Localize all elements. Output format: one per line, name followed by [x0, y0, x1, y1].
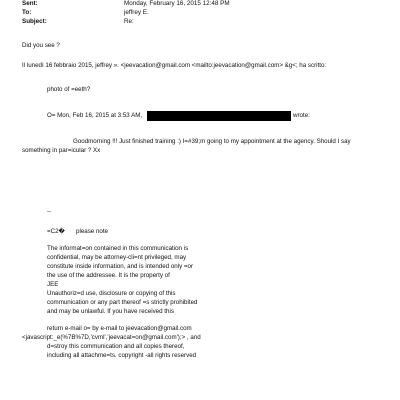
disclaimer-line-4: the use of the addressee. It is the property of — [47, 272, 170, 279]
goodmorning-line-1: Goodmorning !!! Just finished training :) I=#39;m going to my appointment at the agency. Should I say — [73, 138, 351, 145]
disclaimer-line-6: Unauthoriz=d use, disclosure or copying of this — [47, 290, 176, 297]
on-wrote-suffix: wrote: — [293, 112, 310, 119]
disclaimer-line-3: constitute inside information, and is intended only =or — [47, 263, 194, 270]
return-line-1: return e-mail o= by e-mail to jeevacation@gmail.com — [47, 325, 192, 332]
redaction-bar — [147, 111, 291, 121]
subject-value: Re: — [124, 18, 134, 25]
c2-mark: =C2� — [47, 228, 65, 235]
goodmorning-line-2: something in par=icular ? Xx — [22, 147, 101, 154]
reply-text: Did you see ? — [22, 42, 60, 49]
please-note: please note — [76, 228, 108, 235]
disclaimer-line-1: The informat=on contained in this communication is — [47, 245, 189, 252]
photo-line: photo of =eeth? — [47, 86, 91, 93]
disclaimer-line-7: communication or any part thereof =s strictly prohibited — [47, 299, 198, 306]
sent-value: Monday, February 16, 2015 12:48 PM — [124, 0, 230, 7]
to-value: jeffrey E. — [124, 9, 149, 16]
disclaimer-line-5: JEE — [47, 281, 59, 288]
to-label: To: — [22, 9, 32, 16]
subject-label: Subject: — [22, 18, 47, 25]
disclaimer-line-2: confidential, may be attorney-cli=nt privileged, may — [47, 254, 187, 261]
signature-dashes: -- — [47, 208, 52, 215]
return-line-4: including all attachme=ts. copyright -all rights reserved — [47, 352, 197, 359]
on-wrote-prefix: O= Mon, Feb 16, 2015 at 3:53 AM, — [47, 112, 143, 119]
disclaimer-line-8: and may be unlawful. If you have received this — [47, 308, 174, 315]
sent-label: Sent: — [22, 0, 38, 7]
quote-header: Il lunedì 16 febbraio 2015, jeffrey ». <jeevacation@gmail.com <mailto:jeevacation@gmail.com> &g<; ha scritto: — [22, 62, 327, 69]
return-line-2: <javascript:_e(%7B%7D,'cvml','jeevacat=on@gmail.com');> , and — [22, 334, 201, 341]
return-line-3: d=stroy this communication and all copies thereof, — [47, 343, 185, 350]
